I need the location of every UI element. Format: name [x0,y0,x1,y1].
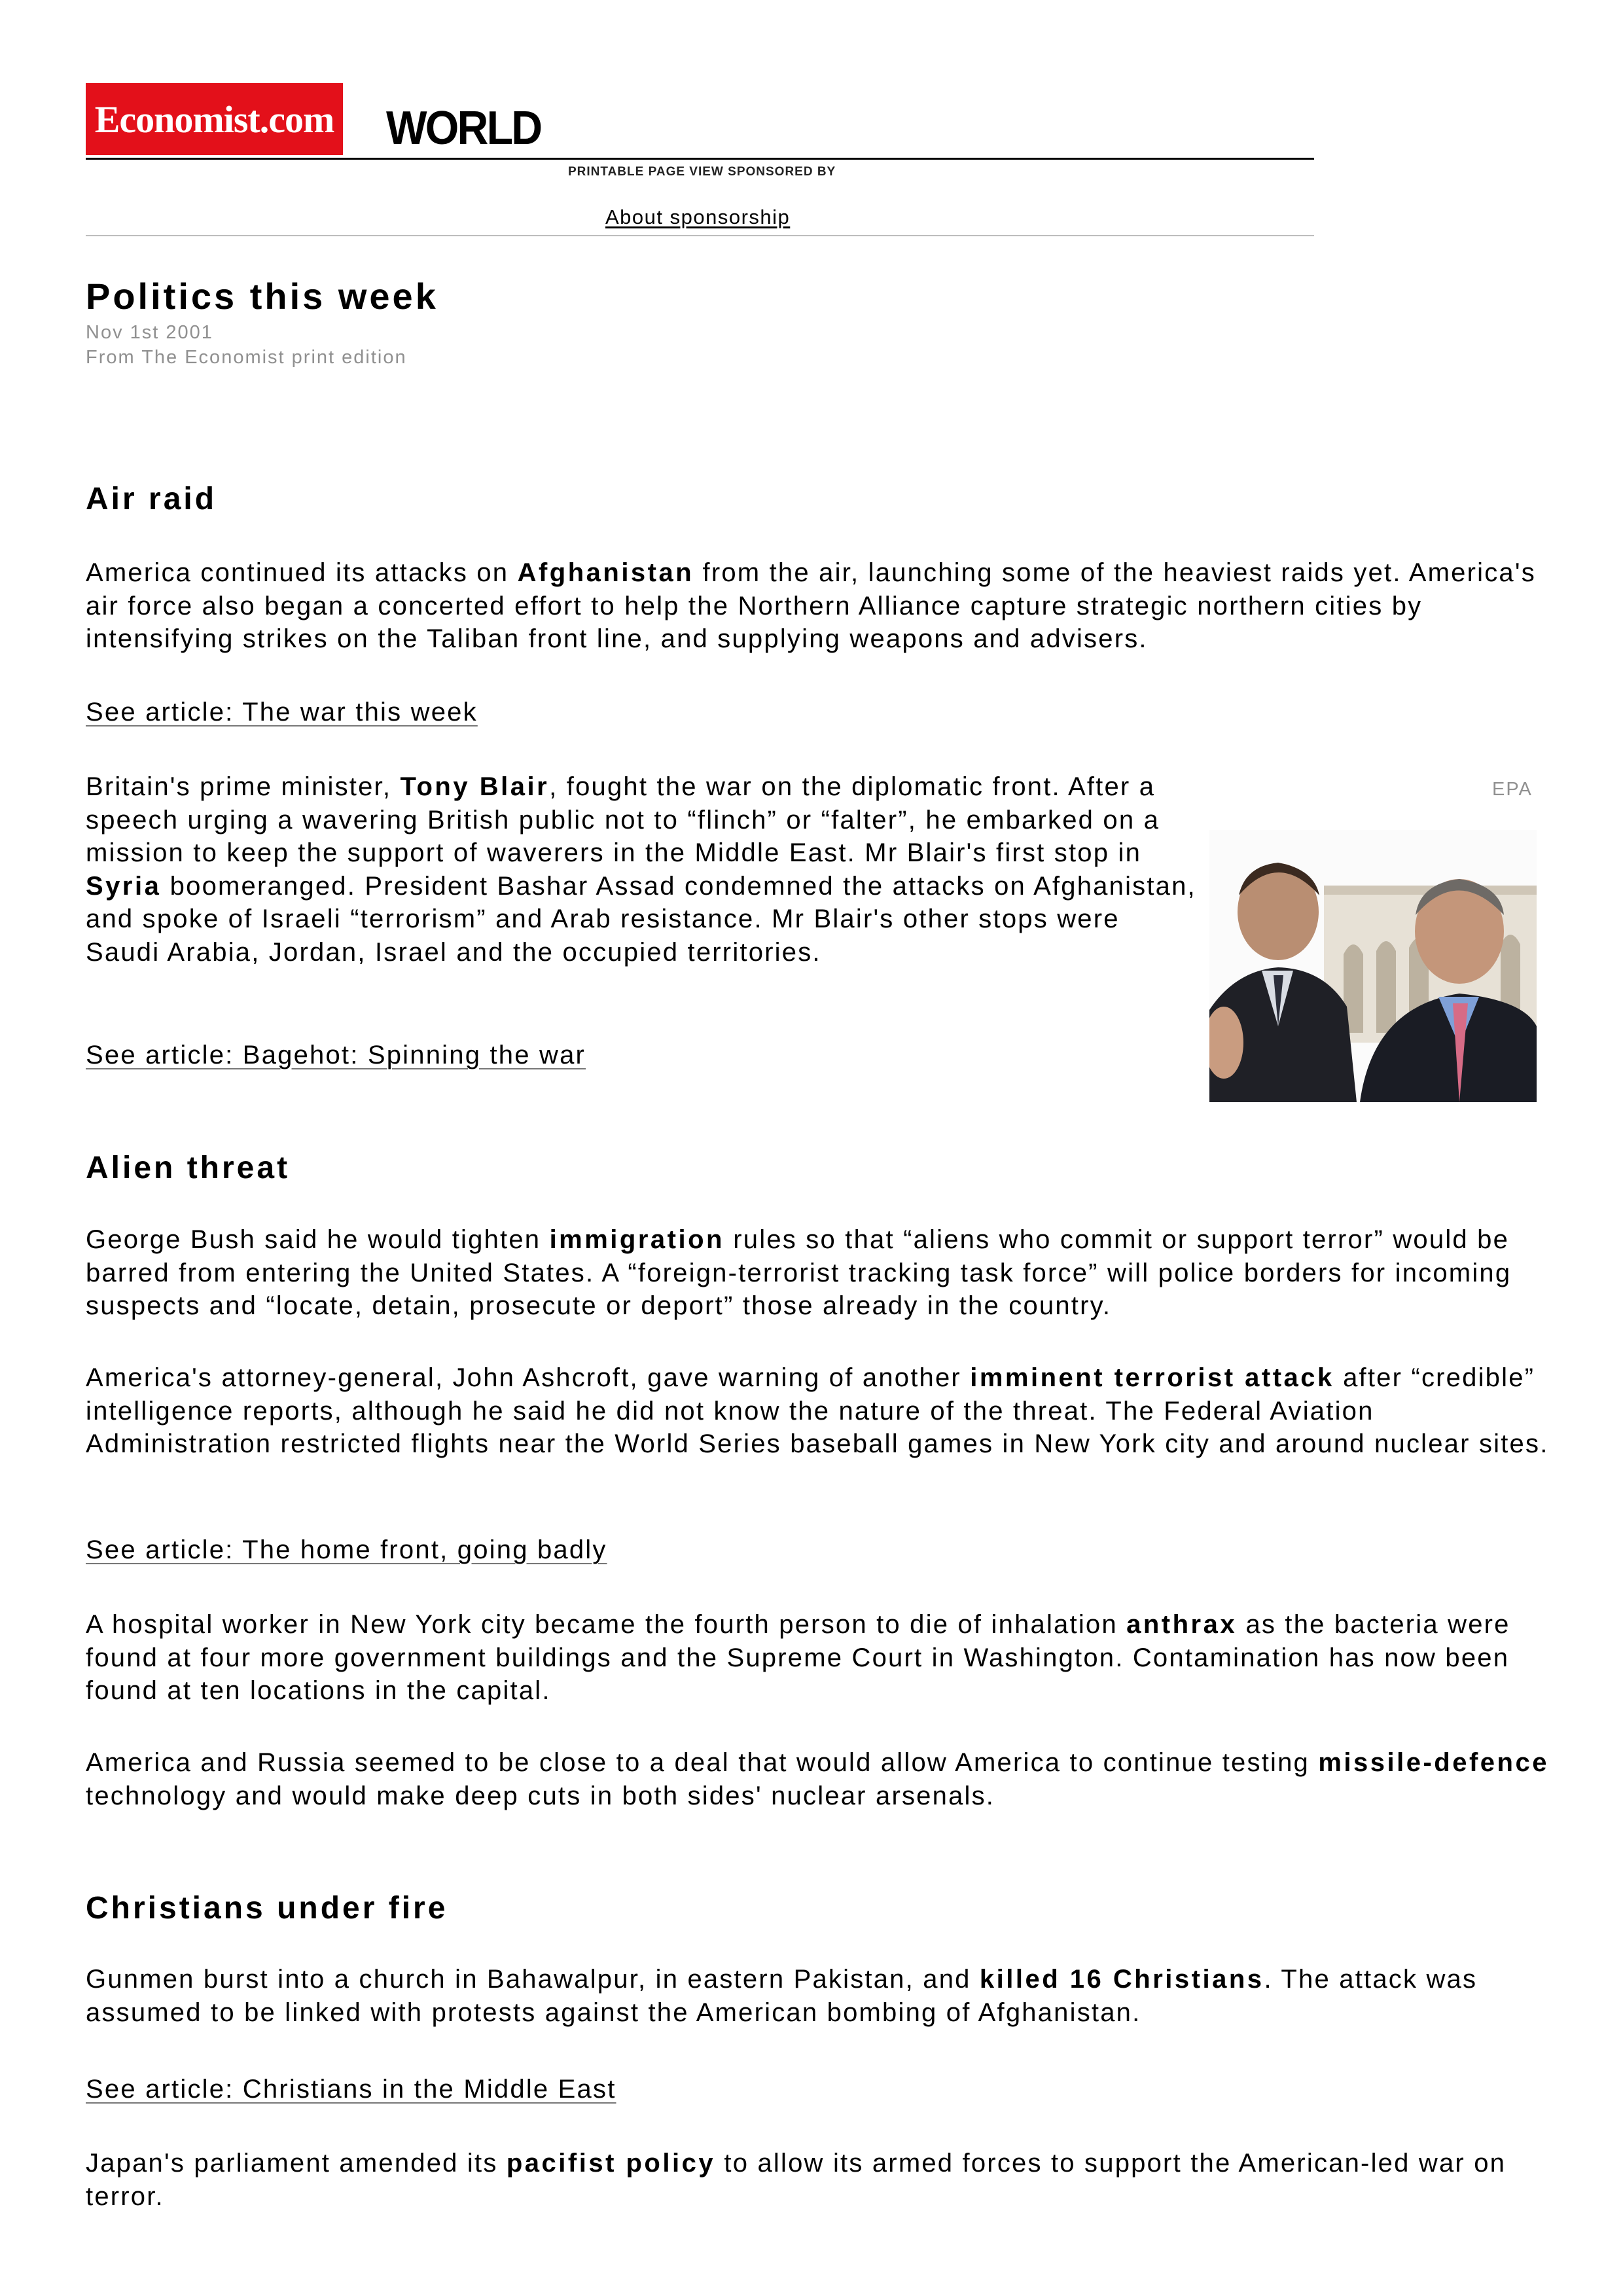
paragraph: Japan's parliament amended its pacifist policy to allow its armed forces to support the American-led war on terror. [86,2149,1507,2211]
photo-credit: EPA [1492,779,1533,800]
article-date: Nov 1st 2001 [86,322,213,343]
paragraph: America's attorney-general, John Ashcroft, gave warning of another imminent terrorist attack after “credible” intelligence reports, although he said he did not know the nature of the threat. The Federal Aviation Administration restricted flights near the World Series baseball games in New York city and around nuclear sites. [86,1363,1549,1458]
article-link-home-front[interactable]: See article: The home front, going badly [86,1535,607,1564]
section-heading-alien-threat: Alien threat [86,1151,291,1185]
header-rule [86,158,1314,160]
paragraph: Gunmen burst into a church in Bahawalpur, in eastern Pakistan, and killed 16 Christians. The attack was assumed to be linked with protests against the American bombing of Afghanistan. [86,1965,1478,2027]
sponsor-rule [86,235,1314,236]
article-link-war-this-week[interactable]: See article: The war this week [86,698,478,726]
paragraph: A hospital worker in New York city became the fourth person to die of inhalation anthrax as the bacteria were found at four more government buildings and the Supreme Court in Washington. Contamination has now been found at ten locations in the capital. [86,1610,1510,1705]
article-edition: From The Economist print edition [86,347,407,368]
about-sponsorship-link[interactable]: About sponsorship [605,206,791,228]
paragraph: George Bush said he would tighten immigration rules so that “aliens who commit or support terror” would be barred from entering the United States. A “foreign-terrorist tracking task force” will police borders for incoming suspects and “locate, detain, prosecute or deport” those already in the country. [86,1225,1512,1320]
sponsor-label: PRINTABLE PAGE VIEW SPONSORED BY [568,165,836,179]
section-heading-air-raid: Air raid [86,482,217,516]
page-title: Politics this week [86,276,438,317]
article-link-bagehot[interactable]: See article: Bagehot: Spinning the war [86,1041,586,1069]
paragraph: America continued its attacks on Afghanistan from the air, launching some of the heaviest raids yet. America's air force also began a concerted effort to help the Northern Alliance capture strategic northern cities by intensifying strikes on the Taliban front line, and supplying weapons and advisers. [86,558,1536,653]
section-title: WORLD [386,102,541,154]
logo-text: Economist.com [94,98,334,141]
paragraph: America and Russia seemed to be close to a deal that would allow America to continue testing missile-defence technology and would make deep cuts in both sides' nuclear arsenals. [86,1748,1549,1810]
economist-logo[interactable] [86,83,343,155]
news-photo [1209,830,1537,1102]
section-heading-christians-under-fire: Christians under fire [86,1891,448,1926]
article-link-christians-middle-east[interactable]: See article: Christians in the Middle East [86,2075,616,2104]
paragraph: Britain's prime minister, Tony Blair, fought the war on the diplomatic front. After a speech urging a wavering British public not to “flinch” or “falter”, he embarked on a mission to keep the support of waverers in the Middle East. Mr Blair's first stop in Syria boomeranged. President Bashar Assad condemned the attacks on Afghanistan, and spoke of Israeli “terrorism” and Arab resistance. Mr Blair's other stops were Saudi Arabia, Jordan, Israel and the occupied territories. [86,772,1196,967]
